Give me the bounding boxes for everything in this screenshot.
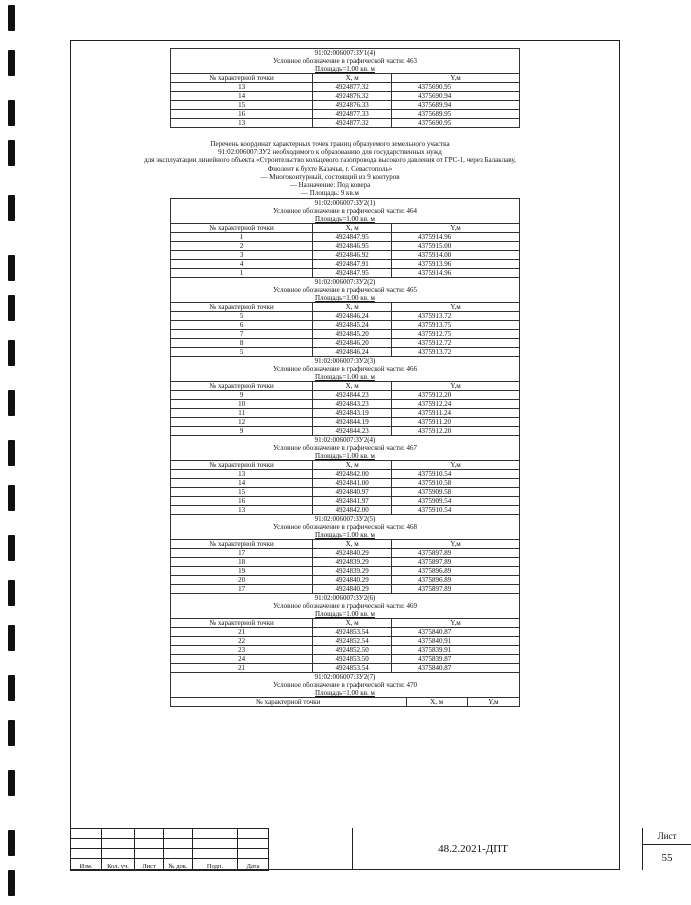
section-designation: Условное обозначение в графической части: 465 [170, 286, 520, 294]
table-header-row [171, 698, 520, 707]
binding-strip [0, 0, 30, 905]
x-coordinate-cell: 4924847.91 [313, 260, 392, 269]
coordinates-table [170, 223, 520, 278]
point-number-cell: 22 [171, 637, 313, 646]
point-number-cell: 1 [171, 269, 313, 278]
x-coordinate-cell: 4924847.95 [313, 269, 392, 278]
table-row [171, 312, 520, 321]
header-point: № характерной точки [171, 224, 313, 233]
table-header-row [171, 382, 520, 391]
intro-line: Фиолент к бухте Казачья, г. Севастополь» [267, 164, 393, 173]
x-coordinate-cell: 4924843.19 [313, 409, 392, 418]
point-number-cell: 17 [171, 549, 313, 558]
x-coordinate-cell: 4924840.29 [313, 576, 392, 585]
table-header-row [171, 224, 520, 233]
point-number-cell: 18 [171, 558, 313, 567]
table-row [171, 646, 520, 655]
coordinates-table [170, 460, 520, 515]
y-coordinate-cell: 4375839.87 [391, 655, 519, 664]
table-row [171, 101, 520, 110]
title-block-stamp [70, 828, 677, 870]
table-row [171, 391, 520, 400]
point-number-cell: 16 [171, 110, 313, 119]
coordinates-table [170, 618, 520, 673]
x-coordinate-cell: 4924842.00 [313, 506, 392, 515]
section-designation: Условное обозначение в графической части: 463 [170, 57, 520, 65]
section-area: Площадь=1.00 кв. м [170, 610, 520, 618]
table-header-row [171, 461, 520, 470]
table-row [171, 92, 520, 101]
point-number-cell: 13 [171, 119, 313, 128]
x-coordinate-cell: 4924845.20 [313, 330, 392, 339]
x-coordinate-cell: 4924877.33 [313, 110, 392, 119]
point-number-cell: 11 [171, 409, 313, 418]
table-row [171, 628, 520, 637]
x-coordinate-cell: 4924845.24 [313, 321, 392, 330]
point-number-cell: 1 [171, 233, 313, 242]
coordinates-table [170, 302, 520, 357]
y-coordinate-cell: 4375690.95 [391, 119, 519, 128]
point-number-cell: 13 [171, 83, 313, 92]
table-row [171, 427, 520, 436]
parcel-section [140, 278, 520, 357]
intro-block [130, 140, 530, 197]
binding-mark [8, 580, 15, 606]
parcel-section [140, 673, 520, 707]
header-y: Y,м [391, 540, 519, 549]
y-coordinate-cell: 4375689.95 [391, 110, 519, 119]
header-y: Y,м [391, 303, 519, 312]
stamp-col-kol: Кол. уч. [102, 859, 135, 871]
section-cadastral: 91:02:006007:ЗУ2(5) [170, 515, 520, 523]
binding-mark [8, 295, 15, 321]
table-row [171, 269, 520, 278]
table-row [171, 488, 520, 497]
table-row [171, 233, 520, 242]
parcel-section [140, 357, 520, 436]
coordinates-table [170, 73, 520, 128]
y-coordinate-cell: 4375690.95 [391, 83, 519, 92]
point-number-cell: 9 [171, 427, 313, 436]
x-coordinate-cell: 4924852.50 [313, 646, 392, 655]
x-coordinate-cell: 4924846.20 [313, 339, 392, 348]
header-y: Y,м [391, 382, 519, 391]
table-row [171, 558, 520, 567]
y-coordinate-cell: 4375913.96 [391, 260, 519, 269]
y-coordinate-cell: 4375690.94 [391, 92, 519, 101]
header-y: Y,м [391, 461, 519, 470]
table-row [171, 83, 520, 92]
y-coordinate-cell: 4375912.20 [391, 427, 519, 436]
parcel-section [140, 594, 520, 673]
header-x: X, м [313, 224, 392, 233]
x-coordinate-cell: 4924853.54 [313, 664, 392, 673]
point-number-cell: 21 [171, 664, 313, 673]
y-coordinate-cell: 4375912.24 [391, 400, 519, 409]
table-row [171, 260, 520, 269]
binding-mark [8, 50, 15, 76]
header-point: № характерной точки [171, 303, 313, 312]
table-row [171, 400, 520, 409]
table-row [171, 119, 520, 128]
y-coordinate-cell: 4375914.96 [391, 233, 519, 242]
intro-line: — Многоконтурный, состоящий из 9 контуров [260, 172, 400, 181]
y-coordinate-cell: 4375911.20 [391, 418, 519, 427]
binding-mark [8, 5, 15, 31]
header-y: Y,м [391, 74, 519, 83]
binding-mark [8, 770, 15, 796]
section-area: Площадь=1.00 кв. м [170, 294, 520, 302]
x-coordinate-cell: 4924847.95 [313, 233, 392, 242]
section-designation: Условное обозначение в графической части: 467 [170, 444, 520, 452]
x-coordinate-cell: 4924844.23 [313, 427, 392, 436]
section-area: Площадь=1.00 кв. м [170, 65, 520, 73]
y-coordinate-cell: 4375897.89 [391, 549, 519, 558]
section-area: Площадь=1.00 кв. м [170, 215, 520, 223]
y-coordinate-cell: 4375909.54 [391, 497, 519, 506]
table-row [171, 242, 520, 251]
header-y: Y,м [391, 619, 519, 628]
x-coordinate-cell: 4924841.97 [313, 497, 392, 506]
table-header-row [171, 619, 520, 628]
section-cadastral: 91:02:006007:ЗУ2(6) [170, 594, 520, 602]
point-number-cell: 7 [171, 330, 313, 339]
point-number-cell: 4 [171, 260, 313, 269]
top-coordinate-block [140, 48, 520, 128]
binding-mark [8, 675, 15, 701]
intro-line: Перечень координат характерных точек границ образуемого земельного участка [210, 140, 450, 148]
section-designation: Условное обозначение в графической части: 470 [170, 681, 520, 689]
x-coordinate-cell: 4924846.95 [313, 242, 392, 251]
header-y: Y,м [391, 224, 519, 233]
section-cadastral: 91:02:006007:ЗУ1(4) [170, 48, 520, 57]
table-row [171, 576, 520, 585]
x-coordinate-cell: 4924876.33 [313, 101, 392, 110]
x-coordinate-cell: 4924844.19 [313, 418, 392, 427]
y-coordinate-cell: 4375909.58 [391, 488, 519, 497]
x-coordinate-cell: 4924877.32 [313, 119, 392, 128]
x-coordinate-cell: 4924839.29 [313, 558, 392, 567]
y-coordinate-cell: 4375914.96 [391, 269, 519, 278]
binding-mark [8, 140, 15, 166]
point-number-cell: 19 [171, 567, 313, 576]
coordinates-table [170, 539, 520, 594]
binding-mark [8, 390, 15, 416]
x-coordinate-cell: 4924877.32 [313, 83, 392, 92]
stamp-col-date: Дата [238, 859, 269, 871]
point-number-cell: 14 [171, 92, 313, 101]
section-cadastral: 91:02:006007:ЗУ2(1) [170, 198, 520, 207]
table-row [171, 339, 520, 348]
y-coordinate-cell: 4375911.24 [391, 409, 519, 418]
section-cadastral: 91:02:006007:ЗУ2(4) [170, 436, 520, 444]
y-coordinate-cell: 4375689.94 [391, 101, 519, 110]
y-coordinate-cell: 4375896.89 [391, 576, 519, 585]
table-header-row [171, 303, 520, 312]
intro-line: для эксплуатации линейного объекта «Строительство кольцевого газопровода высокого давления от ГРС-1, через Балаклаву, [144, 156, 516, 165]
section-cadastral: 91:02:006007:ЗУ2(2) [170, 278, 520, 286]
x-coordinate-cell: 4924846.24 [313, 348, 392, 357]
x-coordinate-cell: 4924840.97 [313, 488, 392, 497]
stamp-grid [70, 828, 269, 871]
point-number-cell: 13 [171, 470, 313, 479]
coordinates-table [170, 381, 520, 436]
x-coordinate-cell: 4924846.92 [313, 251, 392, 260]
x-coordinate-cell: 4924876.32 [313, 92, 392, 101]
point-number-cell: 10 [171, 400, 313, 409]
table-row [171, 110, 520, 119]
binding-mark [8, 195, 15, 221]
y-coordinate-cell: 4375910.54 [391, 506, 519, 515]
y-coordinate-cell: 4375840.87 [391, 628, 519, 637]
x-coordinate-cell: 4924846.24 [313, 312, 392, 321]
binding-mark [8, 625, 15, 651]
header-x: X, м [313, 382, 392, 391]
y-coordinate-cell: 4375913.72 [391, 312, 519, 321]
x-coordinate-cell: 4924840.29 [313, 585, 392, 594]
document-content [140, 48, 520, 707]
y-coordinate-cell: 4375896.89 [391, 567, 519, 576]
binding-mark [8, 830, 15, 856]
sections-container [140, 198, 520, 707]
y-coordinate-cell: 4375913.72 [391, 348, 519, 357]
header-x: X, м [406, 698, 467, 707]
point-number-cell: 21 [171, 628, 313, 637]
table-row [171, 585, 520, 594]
binding-mark [8, 340, 15, 366]
point-number-cell: 20 [171, 576, 313, 585]
document-code: 48.2.2021-ДПТ [352, 828, 593, 870]
intro-line: — Площадь: 9 кв.м [301, 189, 359, 198]
y-coordinate-cell: 4375912.75 [391, 330, 519, 339]
sheet-number: 55 [661, 852, 673, 864]
table-row [171, 409, 520, 418]
table-row [171, 470, 520, 479]
table-row [171, 251, 520, 260]
header-point: № характерной точки [171, 540, 313, 549]
intro-line: 91:02:006007:ЗУ2 необходимого к образованию для государственных нужд [218, 148, 442, 157]
section-designation: Условное обозначение в графической части: 464 [170, 207, 520, 215]
header-point: № характерной точки [171, 382, 313, 391]
section-designation: Условное обозначение в графической части: 468 [170, 523, 520, 531]
binding-mark [8, 485, 15, 511]
y-coordinate-cell: 4375912.72 [391, 339, 519, 348]
sheet-label: Лист [643, 828, 691, 845]
binding-mark [8, 870, 15, 896]
intro-line: — Назначение: Под ковера [289, 181, 371, 190]
point-number-cell: 15 [171, 101, 313, 110]
header-x: X, м [313, 619, 392, 628]
table-row [171, 664, 520, 673]
point-number-cell: 5 [171, 312, 313, 321]
x-coordinate-cell: 4924842.00 [313, 470, 392, 479]
stamp-col-list: Лист [135, 859, 164, 871]
y-coordinate-cell: 4375910.58 [391, 479, 519, 488]
y-coordinate-cell: 4375897.89 [391, 585, 519, 594]
table-row [171, 567, 520, 576]
header-point: № характерной точки [171, 698, 407, 707]
table-row [171, 348, 520, 357]
point-number-cell: 6 [171, 321, 313, 330]
header-y: Y,м [467, 698, 519, 707]
y-coordinate-cell: 4375915.00 [391, 242, 519, 251]
y-coordinate-cell: 4375912.20 [391, 391, 519, 400]
table-header-row [171, 540, 520, 549]
parcel-section [140, 515, 520, 594]
stamp-col-sign: Подп. [193, 859, 238, 871]
section-designation: Условное обозначение в графической части: 469 [170, 602, 520, 610]
table-header-row [171, 74, 520, 83]
y-coordinate-cell: 4375839.91 [391, 646, 519, 655]
point-number-cell: 8 [171, 339, 313, 348]
section-area: Площадь=1.00 кв. м [170, 689, 520, 697]
x-coordinate-cell: 4924839.29 [313, 567, 392, 576]
x-coordinate-cell: 4924853.54 [313, 628, 392, 637]
table-row [171, 479, 520, 488]
header-point: № характерной точки [171, 74, 313, 83]
section-area: Площадь=1.00 кв. м [170, 531, 520, 539]
stamp-col-doc: № док. [164, 859, 193, 871]
sheet-box [642, 828, 691, 870]
point-number-cell: 2 [171, 242, 313, 251]
binding-mark [8, 255, 15, 281]
point-number-cell: 12 [171, 418, 313, 427]
x-coordinate-cell: 4924841.00 [313, 479, 392, 488]
x-coordinate-cell: 4924840.29 [313, 549, 392, 558]
y-coordinate-cell: 4375914.00 [391, 251, 519, 260]
point-number-cell: 23 [171, 646, 313, 655]
point-number-cell: 17 [171, 585, 313, 594]
table-row [171, 506, 520, 515]
section-cadastral: 91:02:006007:ЗУ2(7) [170, 673, 520, 681]
table-row [171, 655, 520, 664]
x-coordinate-cell: 4924843.23 [313, 400, 392, 409]
y-coordinate-cell: 4375910.54 [391, 470, 519, 479]
binding-mark [8, 440, 15, 466]
y-coordinate-cell: 4375840.91 [391, 637, 519, 646]
coordinates-table [170, 697, 520, 707]
header-x: X, м [313, 303, 392, 312]
table-row [171, 549, 520, 558]
point-number-cell: 14 [171, 479, 313, 488]
point-number-cell: 16 [171, 497, 313, 506]
section-cadastral: 91:02:006007:ЗУ2(3) [170, 357, 520, 365]
point-number-cell: 13 [171, 506, 313, 515]
x-coordinate-cell: 4924852.54 [313, 637, 392, 646]
table-row [171, 497, 520, 506]
header-x: X, м [313, 461, 392, 470]
table-row [171, 637, 520, 646]
section-area: Площадь=1.00 кв. м [170, 452, 520, 460]
binding-mark [8, 535, 15, 561]
header-x: X, м [313, 540, 392, 549]
stamp-col-izm: Изм. [71, 859, 102, 871]
point-number-cell: 15 [171, 488, 313, 497]
section-designation: Условное обозначение в графической части: 466 [170, 365, 520, 373]
header-x: X, м [313, 74, 392, 83]
binding-mark [8, 100, 15, 126]
x-coordinate-cell: 4924853.50 [313, 655, 392, 664]
point-number-cell: 3 [171, 251, 313, 260]
table-row [171, 321, 520, 330]
parcel-section [140, 198, 520, 278]
x-coordinate-cell: 4924844.23 [313, 391, 392, 400]
parcel-section [140, 436, 520, 515]
header-point: № характерной точки [171, 461, 313, 470]
header-point: № характерной точки [171, 619, 313, 628]
y-coordinate-cell: 4375897.89 [391, 558, 519, 567]
point-number-cell: 24 [171, 655, 313, 664]
point-number-cell: 9 [171, 391, 313, 400]
table-row [171, 330, 520, 339]
section-area: Площадь=1.00 кв. м [170, 373, 520, 381]
table-row [171, 418, 520, 427]
y-coordinate-cell: 4375913.75 [391, 321, 519, 330]
y-coordinate-cell: 4375840.87 [391, 664, 519, 673]
binding-mark [8, 720, 15, 746]
point-number-cell: 5 [171, 348, 313, 357]
